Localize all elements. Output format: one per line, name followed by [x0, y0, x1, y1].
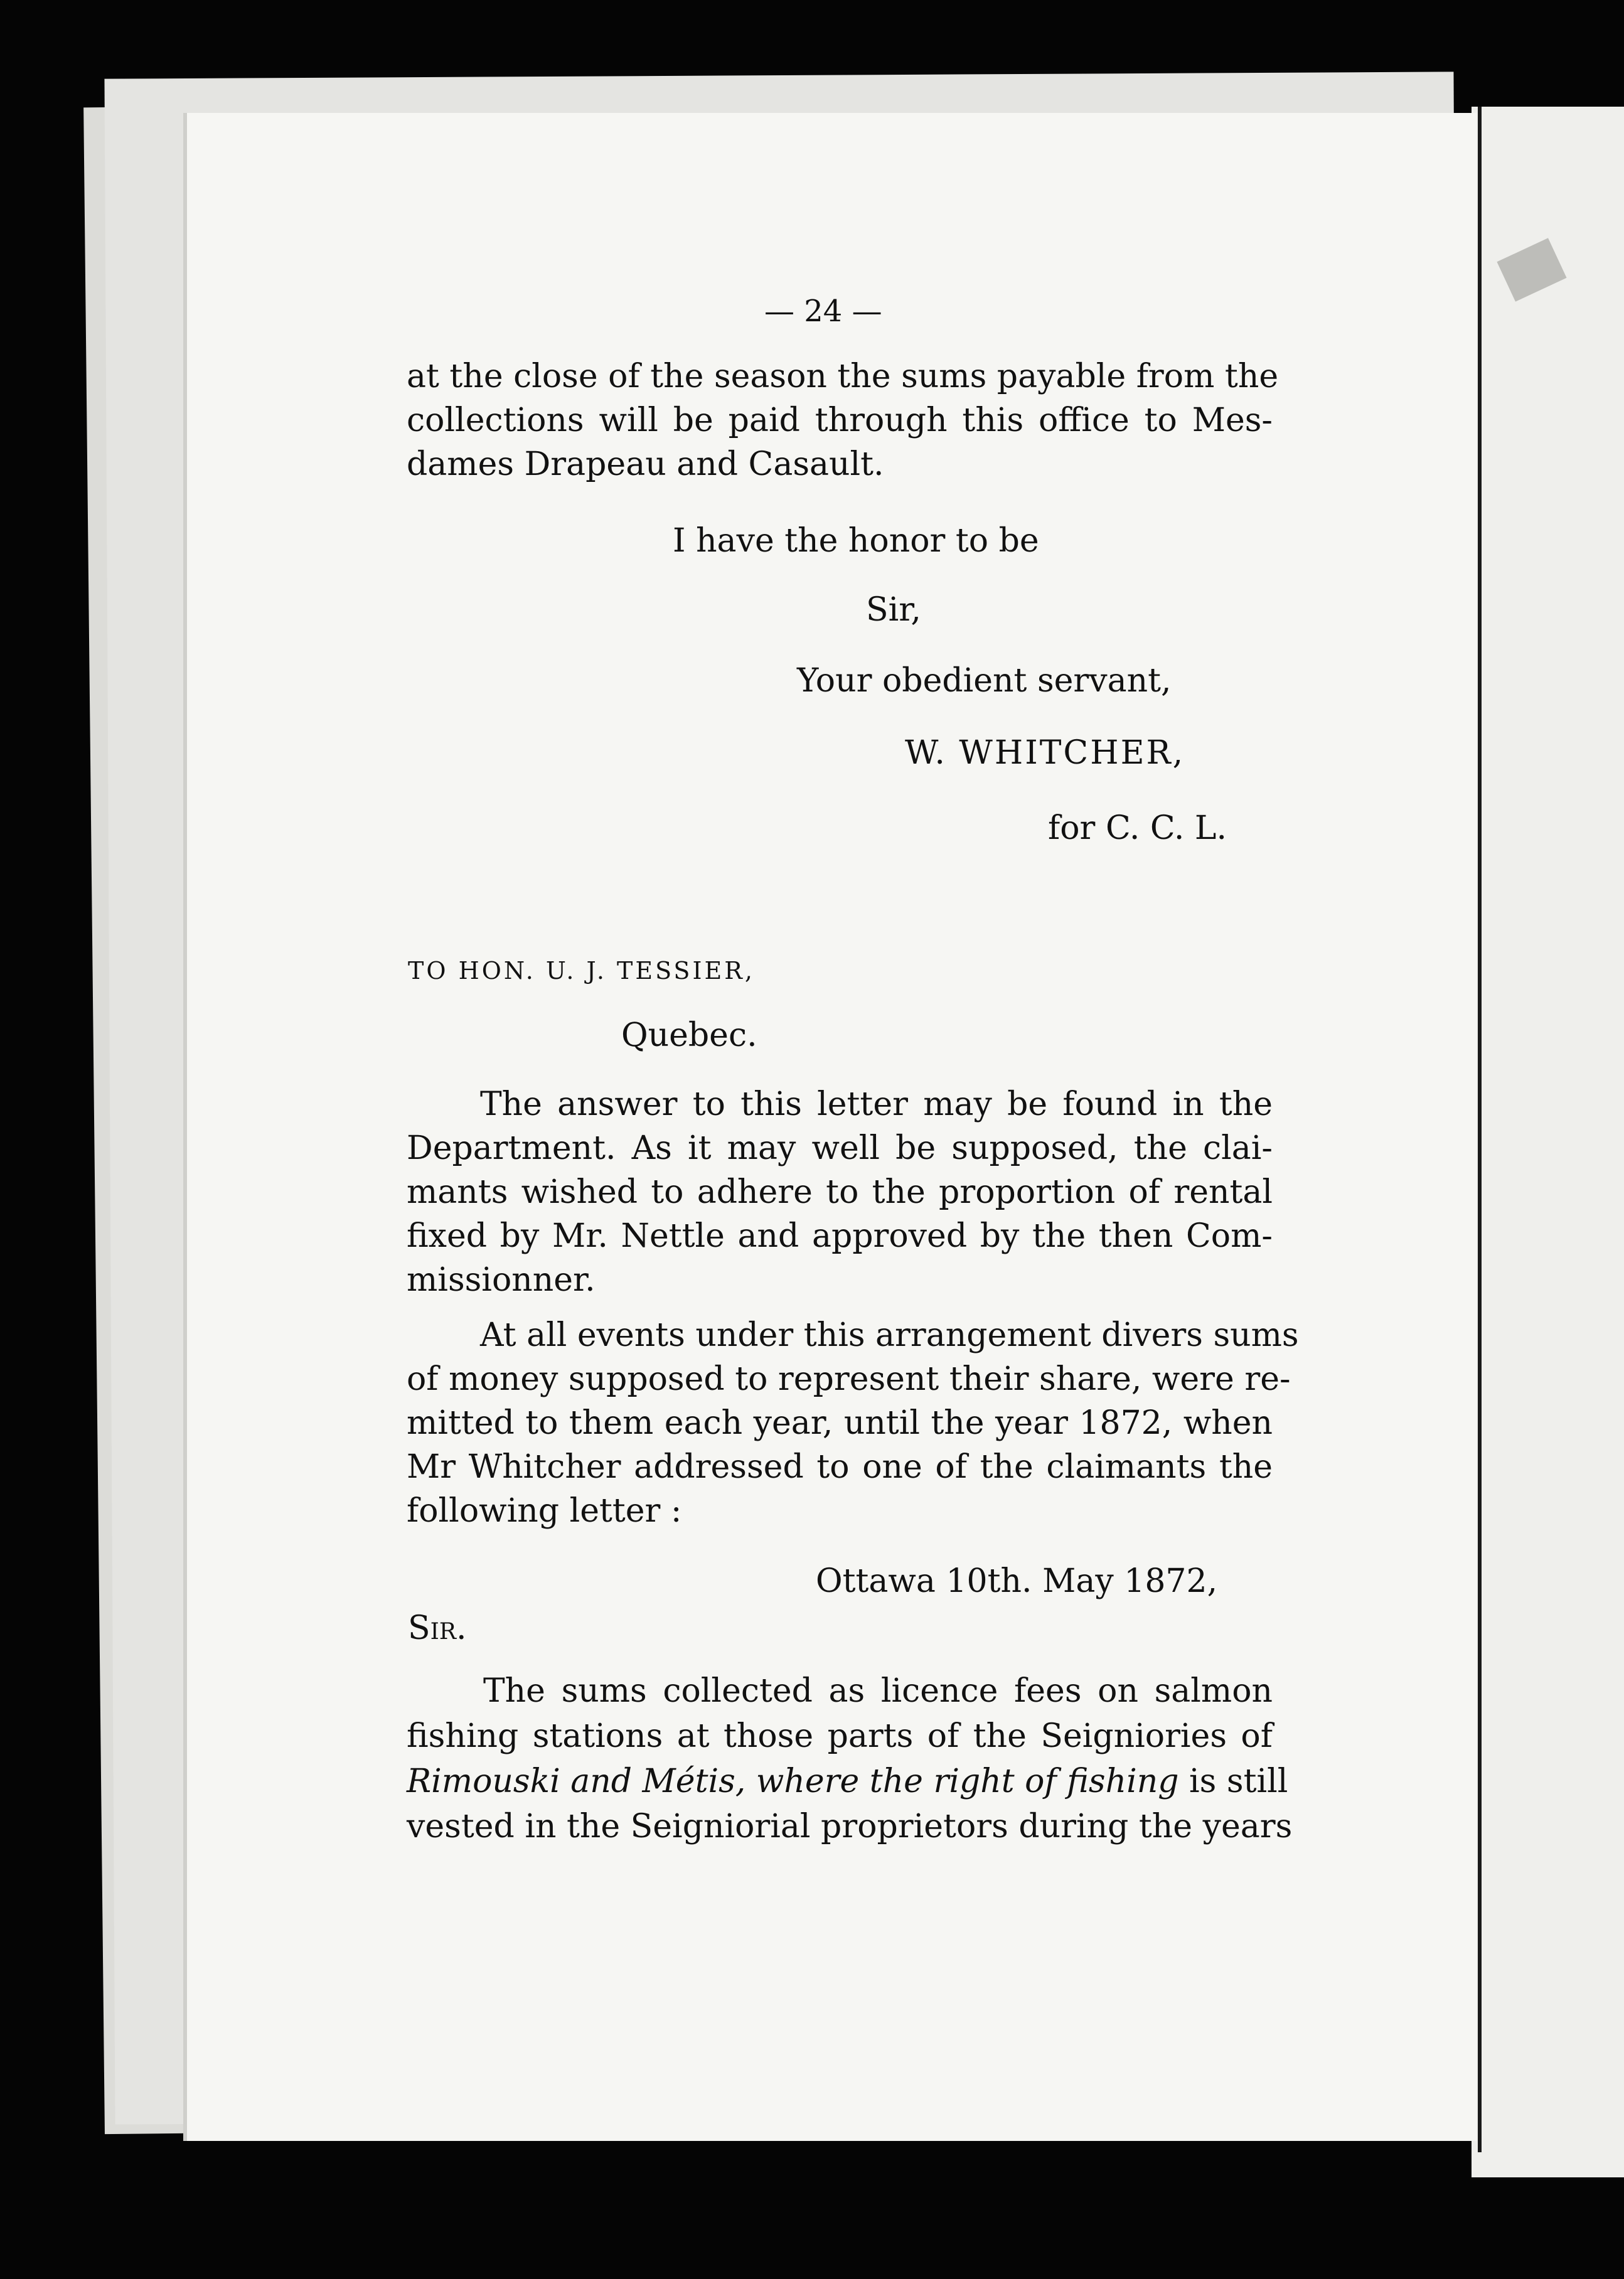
paragraph-1-line-2: collections will be paid through this office to Mes-	[407, 402, 1273, 439]
paragraph-2-line-3: mants wished to adhere to the proportion of rental	[407, 1173, 1273, 1211]
paragraph-3-line-3: mitted to them each year, until the year 1872, when	[407, 1404, 1273, 1442]
paragraph-4-line-4: vested in the Seigniorial proprietors during the years	[407, 1808, 1293, 1845]
dateline: Ottawa 10th. May 1872,	[816, 1562, 1218, 1600]
paragraph-3-line-1: At all events under this arrangement divers sums	[480, 1316, 1299, 1354]
paragraph-1-line-1: at the close of the season the sums payable from the	[407, 358, 1279, 395]
italic-phrase: Rimouski and Métis, where the right of fishing	[407, 1763, 1179, 1800]
paragraph-2-line-5: missionner.	[407, 1261, 596, 1299]
adjacent-page	[1472, 107, 1624, 2177]
paragraph-2-line-2: Department. As it may well be supposed, the clai-	[407, 1129, 1273, 1167]
signature: W. WHITCHER,	[905, 734, 1185, 772]
paragraph-4-line-2: fishing stations at those parts of the Seigniories of	[407, 1717, 1273, 1755]
paragraph-2-line-4: fixed by Mr. Nettle and approved by the then Com-	[407, 1217, 1273, 1255]
closing-sir: Sir,	[866, 591, 921, 629]
paragraph-3-line-2: of money supposed to represent their share, were re-	[407, 1360, 1291, 1398]
paragraph-3-line-4: Mr Whitcher addressed to one of the claimants the	[407, 1448, 1273, 1486]
salutation: Sir.	[408, 1609, 467, 1647]
paragraph-3-line-5: following letter :	[407, 1492, 682, 1530]
closing-servant: Your obedient servant,	[797, 662, 1172, 700]
paragraph-4-line-3	[407, 1763, 1288, 1800]
signature-for: for C. C. L.	[1048, 809, 1227, 847]
paragraph-1-line-3: dames Drapeau and Casault.	[407, 446, 884, 483]
closing-honor: I have the honor to be	[673, 522, 1039, 560]
line-end: is still	[1178, 1763, 1288, 1800]
page-number: — 24 —	[764, 294, 882, 329]
addressee: TO HON. U. J. TESSIER,	[408, 957, 755, 985]
paragraph-2-line-1: The answer to this letter may be found in the	[480, 1086, 1273, 1123]
paragraph-4-line-1: The sums collected as licence fees on salmon	[483, 1672, 1273, 1710]
page-gutter	[1478, 107, 1482, 2152]
addressee-city: Quebec.	[621, 1017, 757, 1054]
